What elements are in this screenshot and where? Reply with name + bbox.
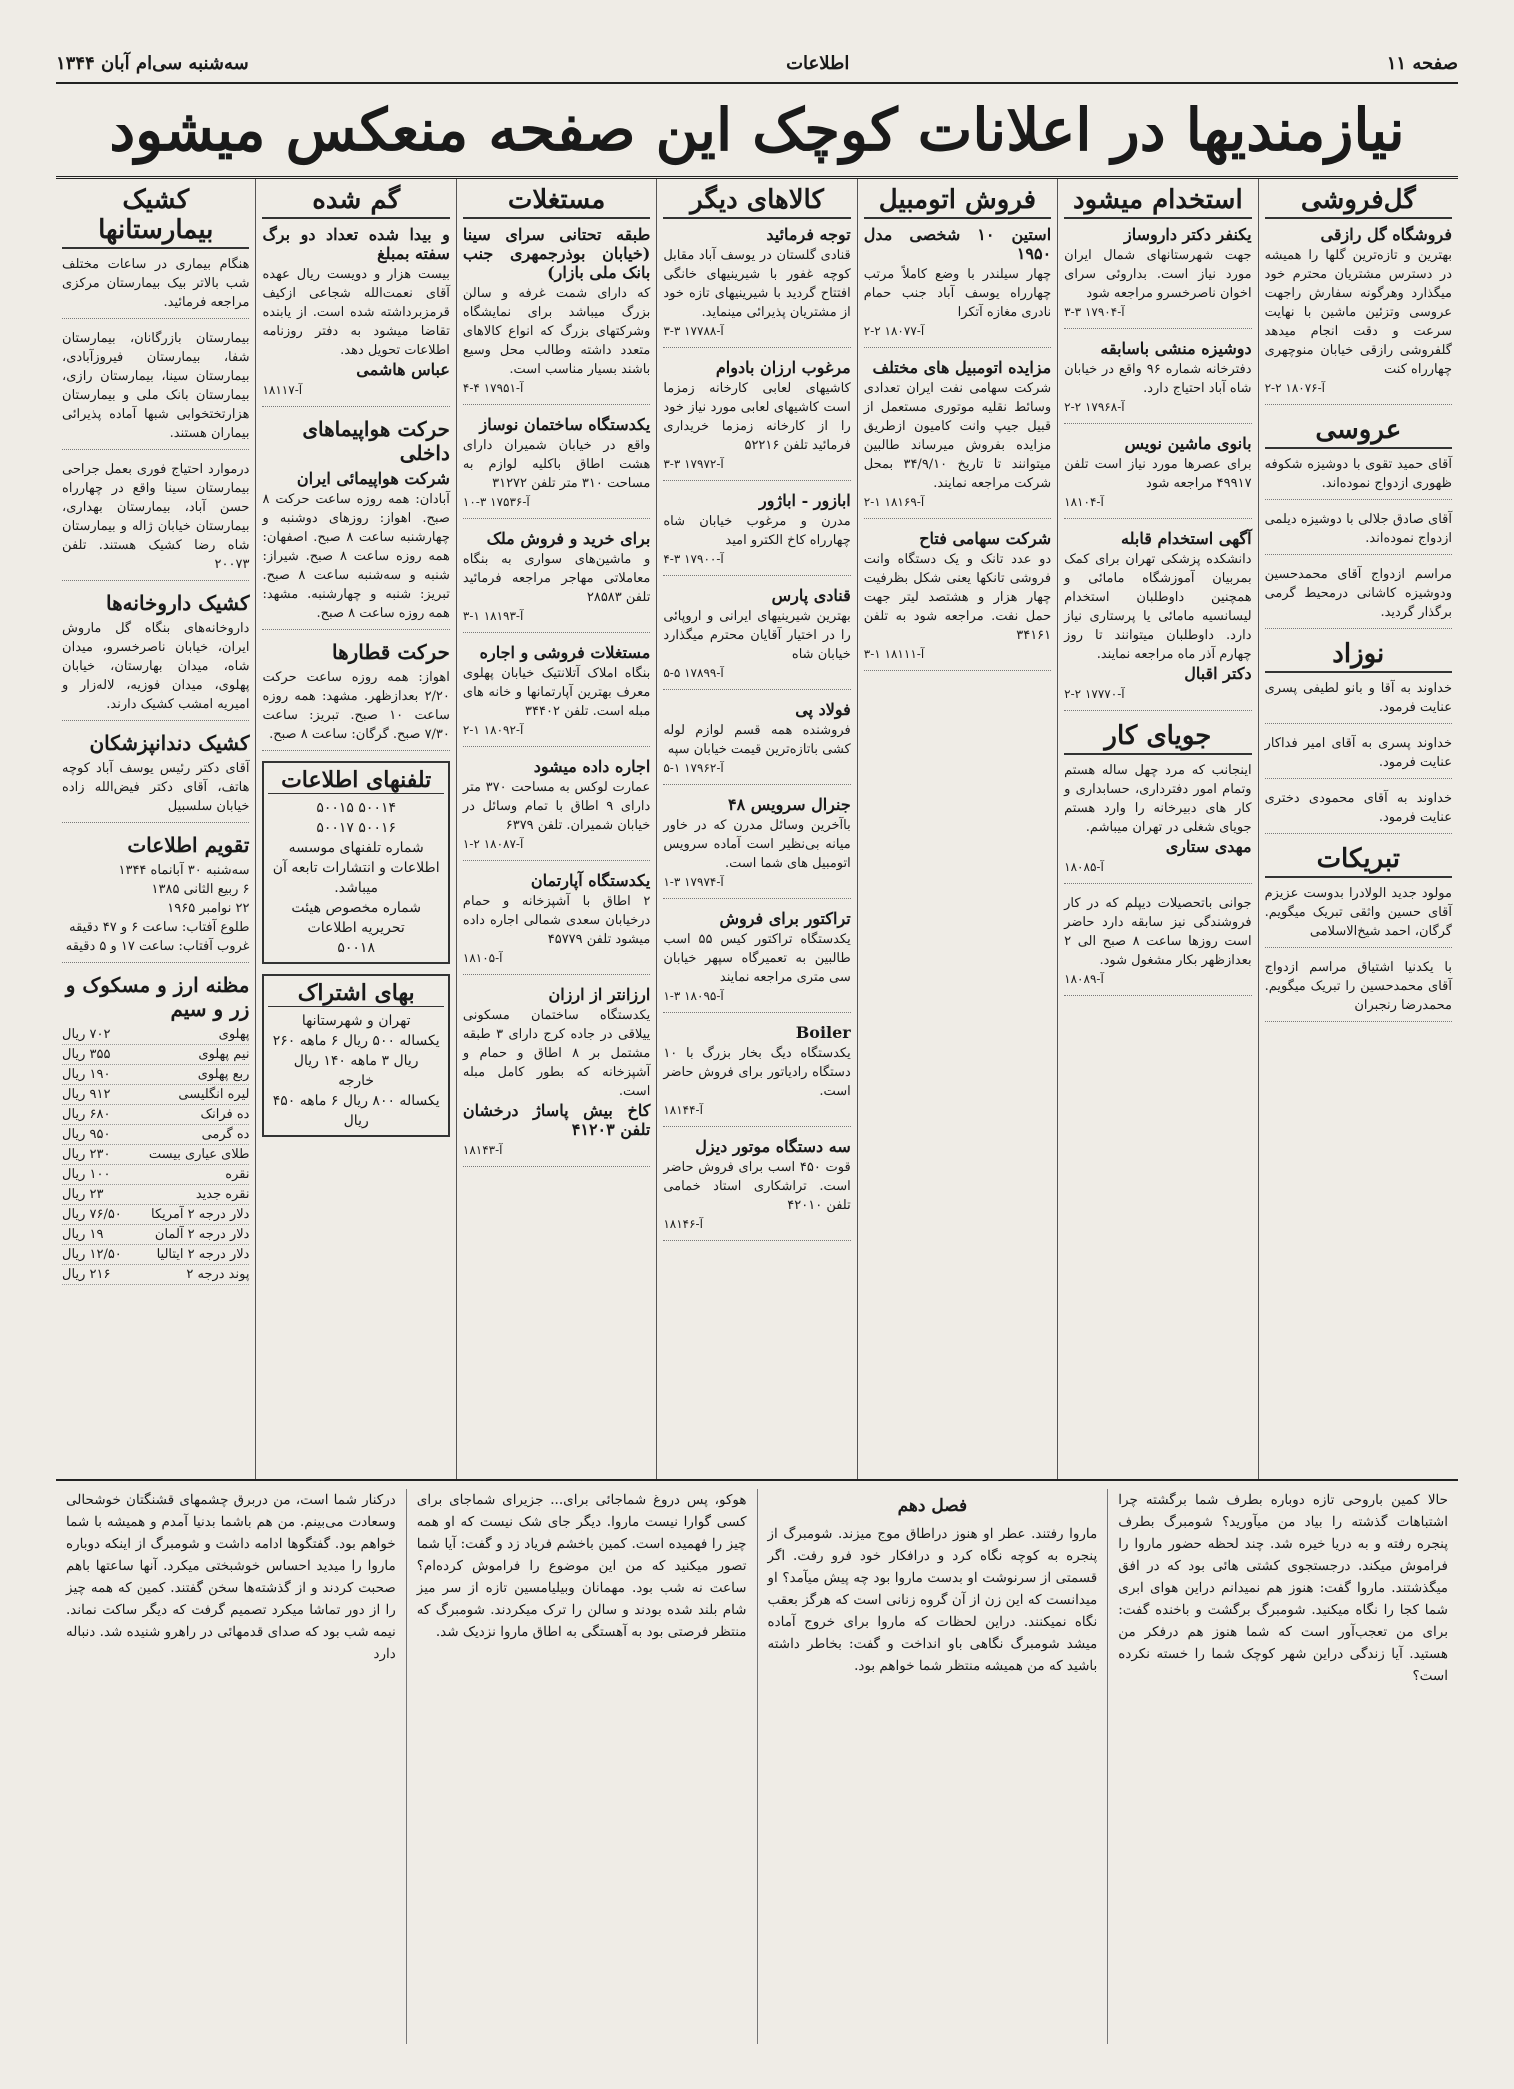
rate-row — [62, 1105, 249, 1125]
column-employment — [1057, 179, 1257, 1479]
ad-headline: یکنفر دکتر داروساز — [1123, 225, 1252, 244]
ad-body: بهترین و تازه‌ترین گلها را همیشه در دسترس مشتریان محترم خود میگذارد وهرگونه سفارش راجهت عروسی وتزئین ماشین با نهایت سرعت و دقت انجام میدهد گلفروشی رازقی خیابان منوچهری چهارراه کنت — [1264, 248, 1452, 377]
ad-headline: یکدستگاه ساختمان نوساز — [479, 415, 651, 434]
ad-body: اینجانب که مرد چهل ساله هستم وتمام امور دفترداری، حسابداری و کار های دبیرخانه را وارد هستم جویای شغلی در تهران میباشم. — [1064, 763, 1252, 835]
column-other-goods — [656, 179, 856, 1479]
ad-code: آ-۱۸۱۴۳ — [462, 1143, 503, 1157]
ad-code: آ-۱۸۰۸۹ — [1064, 972, 1104, 986]
ad-signature: دکتر اقبال — [1184, 664, 1252, 683]
calendar-line: ۶ ربیع الثانی ۱۳۸۵ — [151, 882, 250, 897]
ad-code: آ-۱۷۵۳۶ ۳-۱۰ — [462, 495, 530, 509]
wedding-item: مراسم ازدواج آقای محمدحسین ودوشیزه کاشانی درمحیط گرمی برگذار گردید. — [1265, 565, 1452, 629]
ad-item — [463, 643, 650, 747]
birth-item: خداوند به آقا و بانو لطیفی پسری عنایت فرمود. — [1265, 679, 1452, 724]
phone-numbers: ۵۰۰۱۶ ۵۰۰۱۷ — [316, 820, 397, 836]
train-schedule: اهواز: همه روزه ساعت حرکت ۲/۲۰ بعدازظهر. مشهد: همه روزه ساعت ۱۰ صبح. تبریز: ساعت ۷/۳۰ صبح. گرگان: ساعت ۸ صبح. — [262, 668, 449, 751]
ad-code: آ-۱۷۹۵۱ ۴-۴ — [462, 381, 524, 395]
serial-story — [56, 1481, 1458, 2044]
column-hospitals — [56, 179, 255, 1479]
ad-code: آ-۱۸۰۷۶ ۲-۲ — [1264, 381, 1325, 395]
ad-headline: فولاد پی — [795, 700, 851, 719]
ad-body: باآخرین وسائل مدرن که در خاور میانه بی‌نظیر است آماده سرویس اتومبیل های شما است. — [663, 818, 851, 871]
subscription-title: بهای اشتراک — [268, 980, 443, 1007]
hospital-info: بیمارستان بازرگانان، بیمارستان شفا، بیمارستان فیروزآبادی، بیمارستان سینا، بیمارستان رازی، بیمارستان بانک ملی و بیمارستان هزارتختخوابی شبها آماده پذیرائی بیماران هستند. — [62, 329, 249, 450]
ad-body: یکدستگاه ساختمان مسکونی ییلاقی در جاده کرج دارای ۳ طبقه مشتمل بر ۸ اطاق و حمام و آشپزخانه که بطور کامل مبله است. — [462, 1008, 651, 1099]
airline-name: شرکت هواپیمائی ایران — [296, 469, 450, 488]
column-cars — [857, 179, 1057, 1479]
ad-body: قنادی گلستان در یوسف آباد مقابل کوچه غفور با شیرینیهای خانگی افتتاح گردید با شیرینیهای تازه خود از مشتریان پذیرائی مینماید. — [663, 248, 851, 320]
subscription-abroad-rates: یکساله ۸۰۰ ریال ۶ ماهه ۴۵۰ ریال — [272, 1093, 440, 1129]
subscription-domestic-rates: یکساله ۵۰۰ ریال ۶ ماهه ۲۶۰ ریال ۳ ماهه ۱۴۰ ریال — [272, 1033, 440, 1069]
ad-body: جوانی باتحصیلات دیپلم که در کار فروشندگی نیز سابقه دارد حاضر است روزها ساعت ۸ صبح الی ۲ بعدازظهر بکار مشغول شود. — [1064, 896, 1252, 968]
ad-code: آ-۱۷۹۰۰ ۳-۴ — [663, 552, 724, 566]
ad-body: که دارای شمت غرفه و سالن بزرگ میباشد برای نمایشگاه وشرکتهای بزرگ که انواع کالاهای متعدد داشته وطالب محل وسیع باشند بسیار مناسب است. — [462, 286, 651, 377]
ad-body: واقع در خیابان شمیران دارای هشت اطاق باکلیه لوازم به مساحت ۳۱۰ متر تلفن ۳۱۲۷۲ — [462, 438, 651, 491]
ad-body: عمارت لوکس به مساحت ۳۷۰ متر دارای ۹ اطاق با تمام وسائل در خیابان شمیران. تلفن ۶۳۷۹ — [462, 780, 651, 833]
ad-headline: استین ۱۰ شخصی مدل ۱۹۵۰ — [863, 225, 1052, 263]
ad-headline: شرکت سهامی فتاح — [919, 529, 1052, 548]
classified-columns — [56, 179, 1458, 1481]
rate-value: ۲۱۶ ریال — [62, 1267, 111, 1282]
ad-item — [663, 586, 850, 690]
page-number: صفحه ۱۱ — [1386, 52, 1458, 74]
ad-item — [864, 358, 1051, 519]
rate-value: ۹۵۰ ریال — [62, 1127, 111, 1142]
rate-label: دلار درجه ۲ آمریکا — [151, 1207, 250, 1222]
ad-item — [463, 415, 650, 519]
chapter-heading: فصل دهم — [897, 1496, 968, 1516]
rate-value: ۳۵۵ ریال — [62, 1047, 111, 1062]
phone-numbers: ۵۰۰۱۴ ۵۰۰۱۵ — [316, 800, 397, 816]
ad-item — [463, 985, 650, 1167]
story-column — [757, 1489, 1108, 2044]
ad-headline: Boiler — [795, 1023, 851, 1042]
section-title-births: نوزاد — [1265, 639, 1452, 673]
ad-item — [663, 795, 850, 899]
ad-item — [663, 1023, 850, 1127]
ad-code: آ-۱۸۰۷۷ ۲-۲ — [863, 324, 925, 338]
section-title-cars: فروش اتومبیل — [864, 185, 1051, 219]
ad-code: آ-۱۸۱۱۷ — [262, 383, 303, 397]
story-column: حالا کمین باروحی تازه دوباره بطرف شما برگشته چرا اشتباهات گذشته را بیاد من میآورید؟ شومبرگ بطرف پنجره رفته و به دریا خیره شد. چند لحظه حضور ماروا را فراموش میکند. درجستجوی کشتی هائی بود که در افق میگذشتند. ماروا گفت: هنوز هم نمیدانم دراین هوای ابری شما کجا را نگاه میکنید. شومبرگ برگشت و باخنده گفت: برای من تعجب‌آور است که شما هنوز هم درفکر من هستید. آیا زندگی دراین شهر کوچک شما را خسته نکرده است؟ — [1107, 1489, 1458, 2044]
ad-body: مدرن و مرغوب خیابان شاه چهارراه کاخ الکترو امید — [663, 514, 851, 548]
rate-value: ۲۳۰ ریال — [62, 1147, 111, 1162]
phones-box — [262, 761, 449, 964]
section-title-dentists: کشیک دندانپزشکان — [89, 731, 250, 755]
section-title-wedding: عروسی — [1265, 415, 1452, 449]
rate-label: دلار درجه ۲ ایتالیا — [156, 1247, 250, 1262]
section-title-trains: حرکت قطارها — [332, 640, 450, 664]
ad-body: دو عدد تانک و یک دستگاه وانت فروشی تانکها یعنی شکل بظرفیت چهار هزار و هشتصد لیتر جهت حمل نفت. مراجعه شود به تلفن ۳۴۱۶۱ — [863, 552, 1052, 643]
column-real-estate — [456, 179, 656, 1479]
ad-headline: طبقه تحتانی سرای سینا (خیابان بوذرجمهری جنب بانک ملی بازار) — [462, 225, 651, 282]
ad-item — [663, 358, 850, 481]
ad-item — [1064, 529, 1251, 711]
rate-label: دلار درجه ۲ آلمان — [154, 1227, 250, 1242]
ad-body: دفترخانه شماره ۹۶ واقع در خیابان شاه آباد احتیاج دارد. — [1064, 362, 1252, 396]
subscription-domestic-label: تهران و شهرستانها — [301, 1013, 411, 1029]
calendar-line: سه‌شنبه ۳۰ آبانماه ۱۳۴۴ — [118, 863, 250, 878]
ad-headline: مزایده اتومبیل های مختلف — [872, 358, 1052, 377]
ad-code: آ-۱۷۸۹۹ ۵-۵ — [663, 666, 724, 680]
congratulation-item: با یکدنیا اشتیاق مراسم ازدواج آقای محمدحسین را تبریک میگویم. محمدرضا رنجبران — [1265, 958, 1452, 1022]
ad-code: آ-۱۷۹۶۲ ۱-۵ — [663, 761, 724, 775]
ad-item — [262, 225, 449, 407]
ad-body: چهار سیلندر با وضع کاملاً مرتب چهارراه یوسف آباد جنب حمام نادری مغازه آتکرا — [863, 267, 1052, 320]
calendar-line: طلوع آفتاب: ساعت ۶ و ۴۷ دقیقه — [69, 920, 250, 935]
ad-code: آ-۱۷۷۷۰ ۲-۲ — [1064, 687, 1125, 701]
ad-body: کاشیهای لعابی کارخانه زمزما است کاشیهای لعابی مورد نیاز خود را از کارخانه زمزما خریداری فرمائید تلفن ۵۲۲۱۶ — [663, 381, 851, 453]
dentist-info: آقای دکتر رئیس یوسف آباد کوچه هاتف، آقای دکتر فیض‌الله زاده خیابان سلسبیل — [62, 759, 249, 823]
ad-headline: جنرال سرویس ۴۸ — [727, 795, 851, 814]
wedding-item: آقای حمید تقوی با دوشیزه شکوفه ظهوری ازدواج نموده‌اند. — [1265, 455, 1452, 500]
ad-body: یکدستگاه دیگ بخار بزرگ با ۱۰ دستگاه رادیاتور برای فروش حاضر است. — [663, 1046, 851, 1099]
ad-headline: یکدستگاه آپارتمان — [530, 871, 651, 890]
ad-code: آ-۱۸۰۹۵ ۳-۱ — [663, 989, 724, 1003]
ad-body: قوت ۴۵۰ اسب برای فروش حاضر است. تراشکاری استاد خمامی تلفن ۴۲۰۱۰ — [663, 1160, 851, 1213]
rate-value: ۱۲/۵۰ ریال — [62, 1247, 122, 1262]
rate-value: ۱۹۰ ریال — [62, 1067, 111, 1082]
rate-row — [62, 1025, 249, 1045]
ad-item — [1064, 894, 1251, 996]
ad-code: آ-۱۸۱۶۹ ۱-۲ — [863, 495, 925, 509]
ad-headline: و بیدا شده تعداد دو برگ سفته بمبلغ — [262, 225, 450, 263]
section-title-hospitals: کشیک بیمارستانها — [62, 185, 249, 249]
rate-value: ۹۱۲ ریال — [62, 1087, 111, 1102]
ad-item — [663, 1137, 850, 1241]
ad-code: آ-۱۷۹۷۴ ۳-۱ — [663, 875, 724, 889]
rate-row — [62, 1205, 249, 1225]
ad-headline: مستغلات فروشی و اجاره — [479, 643, 651, 662]
ad-body: بهترین شیرینیهای ایرانی و اروپائی را در اختیار آقایان محترم میگذارد خیابان شاه — [663, 609, 851, 662]
ad-headline: سه دستگاه موتور دیزل — [695, 1137, 851, 1156]
page-banner-title: نیازمندیها در اعلانات کوچک این صفحه منعکس میشود — [56, 84, 1458, 179]
flight-schedule — [262, 469, 449, 630]
ad-body: جهت شهرستانهای شمال ایران مورد نیاز است. بداروئی سرای اخوان ناصرخسرو مراجعه شود — [1064, 248, 1252, 301]
ad-item — [663, 700, 850, 785]
story-text: ماروا رفتند. عطر او هنوز دراطاق موج میزند. شومبرگ از پنجره به کوچه نگاه کرد و درافکار خود فرو رفت. اگر قسمتی از سرنوشت او بدست ماروا بود چه پیش میآمد؟ او میدانست که این زن از آن گروه زنانی است که هرگز بعقب نگاه نمیکنند. دراین لحظات که ماروا برای خروج آماده میشد شومبرگ نگاهی باو انداخت و گفت: بخاطر داشته باشید که من همیشه منتظر شما خواهم بود. — [767, 1526, 1098, 1674]
rate-label: پهلوی — [218, 1027, 250, 1042]
rate-label: پوند درجه ۲ — [186, 1267, 250, 1282]
rate-row — [62, 1245, 249, 1265]
ad-signature: مهدی ستاری — [1165, 837, 1252, 856]
ad-signature: عباس هاشمی — [356, 360, 450, 379]
ad-item — [463, 225, 650, 405]
section-title-job-seekers: جویای کار — [1064, 721, 1251, 755]
section-title-other-goods: کالاهای دیگر — [663, 185, 850, 219]
rate-label: ده گرمی — [201, 1127, 250, 1142]
rates-table — [62, 1025, 249, 1285]
column-flowers — [1258, 179, 1458, 1479]
ad-headline: فروشگاه گل رازقی — [1320, 225, 1452, 244]
ad-item — [663, 491, 850, 576]
column-lost-found — [255, 179, 455, 1479]
ad-headline: اجاره داده میشود — [533, 757, 651, 776]
section-title-real-estate: مستغلات — [463, 185, 650, 219]
ad-item — [1265, 225, 1452, 405]
phones-note: شماره تلفنهای موسسه اطلاعات و انتشارات تابعه آن میباشد. — [272, 840, 440, 896]
ad-code: آ-۱۷۹۶۸ ۲-۲ — [1064, 400, 1125, 414]
calendar-line: ۲۲ نوامبر ۱۹۶۵ — [167, 901, 250, 916]
rate-label: نیم پهلوی — [198, 1047, 250, 1062]
phones-note: شماره مخصوص هیئت تحریریه اطلاعات — [291, 900, 421, 936]
ad-code: آ-۱۸۱۹۳ ۱-۳ — [462, 609, 524, 623]
ad-item — [864, 529, 1051, 671]
ad-code: آ-۱۷۹۰۴ ۳-۳ — [1064, 305, 1125, 319]
ad-code: آ-۱۸۰۹۲ ۱-۲ — [462, 723, 524, 737]
ad-code: آ-۱۸۰۸۷ ۲-۱ — [462, 837, 524, 851]
congratulation-item: مولود جدید الولادرا بدوست عزیزم آقای حسین واثقی تبریک میگویم. گرگان، احمد شیخ‌الاسلامی — [1265, 884, 1452, 948]
ad-headline: دوشیزه منشی باسابقه — [1100, 339, 1252, 358]
birth-item: خداوند به آقای محمودی دختری عنایت فرمود. — [1265, 789, 1452, 834]
section-title-employment: استخدام میشود — [1064, 185, 1251, 219]
ad-item — [1064, 434, 1251, 519]
ad-body: ۲ اطاق با آشپزخانه و حمام درخیابان سعدی شمالی اجاره داده میشود تلفن ۴۵۷۷۹ — [462, 894, 651, 947]
section-title-congratulations: تبریکات — [1265, 844, 1452, 878]
ad-code: آ-۱۷۹۷۲ ۳-۳ — [663, 457, 724, 471]
rate-row — [62, 1085, 249, 1105]
ad-code: آ-۱۸۱۱۱ ۱-۳ — [863, 647, 925, 661]
pharmacy-info: داروخانه‌های بنگاه گل ماروش ایران، خیابان ناصرخسرو، میدان شاه، میدان بهارستان، خیابان پهلوی، میدان فوزیه، لاله‌زار و امیریه امشب کشیک دارند. — [62, 619, 249, 721]
ad-headline: بانوی ماشین نویس — [1124, 434, 1252, 453]
ad-body: فروشنده همه قسم لوازم لوله کشی باتازه‌ترین قیمت خیابان سپه — [663, 723, 851, 757]
rate-label: ده فرانک — [200, 1107, 250, 1122]
rate-row — [62, 1065, 249, 1085]
ad-body: یکدستگاه تراکتور کیس ۵۵ اسب طالبین به تعمیرگاه سپهر خیابان سی متری مراجعه نمایند — [663, 932, 851, 985]
ad-code: آ-۱۸۱۴۴ — [663, 1103, 703, 1117]
wedding-item: آقای صادق جلالی با دوشیزه دیلمی ازدواج نموده‌اند. — [1265, 510, 1452, 555]
phone-numbers: ۵۰۰۱۸ — [337, 940, 375, 956]
rate-row — [62, 1045, 249, 1065]
calendar-line: غروب آفتاب: ساعت ۱۷ و ۵ دقیقه — [65, 939, 250, 954]
rate-row — [62, 1165, 249, 1185]
ad-body: و ماشین‌های سواری به بنگاه معاملاتی مهاجر مراجعه فرمائید تلفن ۲۸۵۸۳ — [462, 552, 651, 605]
ad-code: آ-۱۸۰۸۵ — [1064, 860, 1104, 874]
subscription-box — [262, 974, 449, 1137]
story-column: دركنار شما است، من دربرق چشمهای قشنگتان خوشحالی وسعادت می‌بینم. من هم باشما بدنیا آمدم و همیشه با شما خواهم بود. گفتگوها ادامه داشت و شومبرگ از اینکه دوباره ماروا را میدید احساس خوشبختی میکرد. آنها ساعتها باهم صحبت کردند و از گذشته‌ها سخن گفتند. کمین که همه چیز را از دور تماشا میکرد تصمیم گرفت که دیگر ساکت نماند. نیمه شب بود که صدای قدمهائی در راهرو شنیده شد. دنباله دارد — [66, 1492, 396, 1662]
ad-body: شرکت سهامی نفت ایران تعدادی وسائط نقلیه موتوری مستعمل از قبیل جیپ وانت کامیون ازطریق مزایده بفروش میرساند طالبین میتوانند تا تاریخ ۳۴/۹/۱۰ بمحل شرکت مراجعه نمایند. — [863, 381, 1052, 491]
hospital-info: درموارد احتیاج فوری بعمل جراحی بیمارستان سینا واقع در چهارراه حسن آباد، بیمارستان بهداری، بیمارستان خیابان ژاله و بیمارستان شاه رضا کشیک هستند. تلفن ۲۰۰۷۳ — [62, 460, 249, 581]
ad-headline: تراکتور برای فروش — [719, 909, 851, 928]
rate-value: ۷۰۲ ریال — [62, 1027, 111, 1042]
rate-label: نقره جدید — [195, 1187, 250, 1202]
ad-body: دانشکده پزشکی تهران برای کمک بمربیان آموزشگاه مامائی و همچنین داوطلبان استخدام لیسانسیه مامائی یا پرستاری نیاز دارد. داوطلبان میتوانند تا روز چهارم آذر ماه مراجعه نمایند. — [1064, 552, 1252, 662]
rate-value: ۶۸۰ ریال — [62, 1107, 111, 1122]
ad-headline: برای خرید و فروش ملک — [486, 529, 651, 548]
rate-value: ۷۶/۵۰ ریال — [62, 1207, 122, 1222]
ad-item — [463, 529, 650, 633]
ad-code: آ-۱۷۷۸۸ ۳-۳ — [663, 324, 724, 338]
ad-item — [1064, 339, 1251, 424]
section-title-rates: مظنه ارز و مسکوک و زر و سیم — [65, 973, 250, 1021]
ad-item — [663, 909, 850, 1013]
ad-headline: ابازور - اباژور — [759, 491, 851, 510]
section-title-calendar: تقویم اطلاعات — [127, 833, 250, 857]
ad-item — [864, 225, 1051, 348]
story-column: هوکو، پس دروغ شماجائی برای... جزیرای شماجای برای کسی گوارا نیست ماروا. دیگر جای شک نیست که او همه چیز را فهمیده است. کمین باخشم فریاد زد و گفت: آیا شما تصور میکنید که من این موضوع را فراموش کرده‌ام؟ ساعت نه شب بود. مهمانان وبیلیامسین تازه از سر میز شام بلند شده بودند و سالن را ترک میکردند. شومبرگ که منتظر فرصتی بود به آهستگی به اطاق ماروا نزدیک شد. — [406, 1489, 757, 2044]
section-title-domestic-flights: حرکت هواپیماهای داخلی — [302, 417, 450, 465]
rate-row — [62, 1225, 249, 1245]
rate-row — [62, 1145, 249, 1165]
rate-row — [62, 1265, 249, 1285]
ad-signature: کاخ بیش پاساژ درخشان تلفن ۴۱۲۰۳ — [462, 1101, 651, 1139]
calendar-box — [62, 861, 249, 963]
rate-label: ربع پهلوی — [197, 1067, 250, 1082]
ad-code: آ-۱۸۱۴۶ — [663, 1217, 703, 1231]
rate-label: لیره انگلیسی — [178, 1087, 250, 1102]
rate-row — [62, 1125, 249, 1145]
ad-headline: آگهی استخدام قابله — [1121, 529, 1252, 548]
rate-value: ۱۹ ریال — [62, 1227, 104, 1242]
section-title-pharmacies: کشیک داروخانه‌ها — [106, 591, 250, 615]
ad-item — [1064, 761, 1251, 884]
birth-item: خداوند پسری به آقای امیر فداکار عنایت فرمود. — [1265, 734, 1452, 779]
ad-item — [1064, 225, 1251, 329]
rate-value: ۲۳ ریال — [62, 1187, 104, 1202]
section-title-flowers: گل‌فروشی — [1265, 185, 1452, 219]
rate-value: ۱۰۰ ریال — [62, 1167, 111, 1182]
ad-body: برای عصرها مورد نیاز است تلفن ۴۹۹۱۷ مراجعه شود — [1064, 457, 1252, 491]
ad-headline: توجه فرمائید — [766, 225, 851, 244]
ad-code: آ-۱۸۱۰۵ — [462, 951, 503, 965]
ad-item — [663, 225, 850, 348]
hospital-info: هنگام بیماری در ساعات مختلف شب بالاتر بیک بیمارستان مرکزی مراجعه فرمائید. — [62, 255, 249, 319]
ad-headline: قنادی پارس — [771, 586, 851, 605]
rate-label: طلای عیاری بیست — [148, 1147, 250, 1162]
ad-headline: ارزانتر از ارزان — [548, 985, 651, 1004]
flight-schedule-text: آبادان: همه روزه ساعت حرکت ۸ صبح. اهواز: روزهای دوشنبه و چهارشنبه ساعت ۸ صبح. اصفهان: همه روزه ساعت ۸ صبح. شیراز: شنبه و سه‌شنبه ساعت ۸ صبح. تبریز: شنبه و چهارشنبه. مشهد: همه روزه ساعت ۸ صبح. — [262, 492, 450, 621]
paper-name: اطلاعات — [786, 52, 850, 74]
ad-item — [463, 871, 650, 975]
masthead — [56, 48, 1458, 84]
rate-row — [62, 1185, 249, 1205]
ad-body: بنگاه املاک آتلانتیک خیابان پهلوی معرف بهترین آپارتمانها و خانه های مبله است. تلفن ۳۴۴۰۲ — [462, 666, 651, 719]
issue-date: سه‌شنبه سی‌ام آبان ۱۳۴۴ — [56, 52, 249, 74]
phones-title: تلفنهای اطلاعات — [268, 767, 443, 794]
subscription-abroad-label: خارجه — [338, 1073, 375, 1089]
ad-body: بیست هزار و دویست ریال عهده آقای نعمت‌الله شجاعی ازکیف قرمزبرداشته شده است. از یابنده تقاضا میشود به دفتر روزنامه اطلاعات تحویل دهد. — [262, 267, 450, 358]
ad-headline: مرغوب ارزان بادوام — [715, 358, 851, 377]
section-title-lost-found: گم شده — [262, 185, 449, 219]
ad-code: آ-۱۸۱۰۴ — [1064, 495, 1104, 509]
rate-label: نقره — [225, 1167, 250, 1182]
ad-item — [463, 757, 650, 861]
